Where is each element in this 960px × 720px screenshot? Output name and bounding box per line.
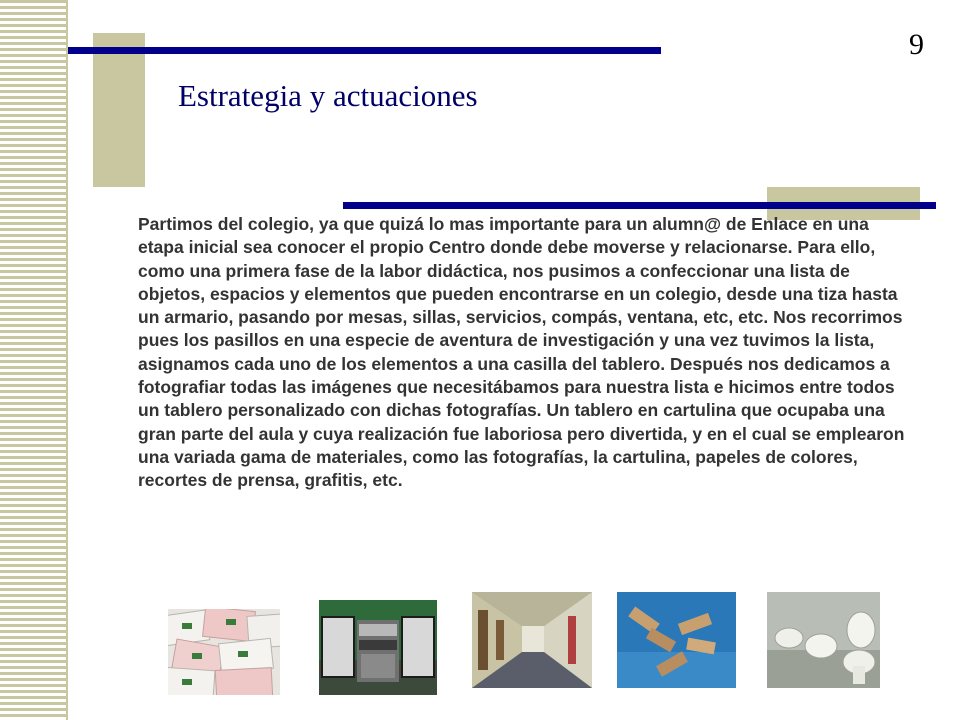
slide-number: 9	[909, 28, 924, 61]
photo-erasers	[168, 609, 280, 695]
striped-margin-decoration	[0, 0, 68, 720]
photo-staples	[617, 592, 736, 688]
photo-stereo	[319, 600, 437, 695]
top-accent-bar	[68, 47, 661, 54]
slide-title: Estrategia y actuaciones	[178, 78, 478, 113]
photo-hallway	[472, 592, 592, 688]
decor-block-left	[93, 33, 145, 187]
body-paragraph: Partimos del colegio, ya que quizá lo mas importante para un alumn@ de Enlace en una etapa inicial sea conocer el propio Centro donde debe moverse y relacionarse. Para ello, como una primera fase de la labor didáctica, nos pusimos a confeccionar una lista de objetos, espacios y elementos que pueden encontrarse en un colegio, desde una tiza hasta un armario, pasando por mesas, sillas, servicios, compás, ventana, etc, etc. Nos recorrimos pues los pasillos en una especie de aventura de investigación y una vez tuvimos la lista, asignamos cada uno de los elementos a una casilla del tablero. Después nos dedicamos a fotografiar todas las imágenes que necesitábamos para nuestra lista e hicimos entre todos un tablero personalizado con dichas fotografías. Un tablero en cartulina que ocupaba una gran parte del aula y cuya realización fue laboriosa pero divertida, y en el cual se emplearon una variada gama de materiales, como las fotografías, la cartulina, papeles de colores, recortes de prensa, grafitis, etc.	[138, 214, 905, 491]
photo-toilets	[767, 592, 880, 688]
middle-accent-bar	[343, 202, 936, 209]
